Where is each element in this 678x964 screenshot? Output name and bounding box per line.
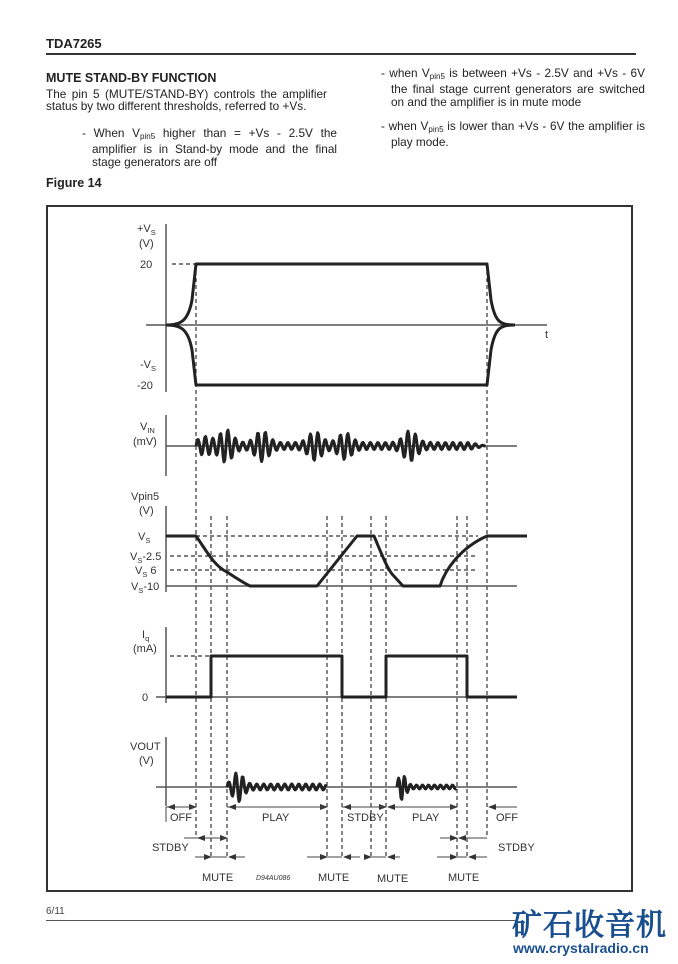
watermark-url: www.crystalradio.cn xyxy=(513,940,649,956)
time-label: t xyxy=(545,329,549,341)
tick-minus-20: -20 xyxy=(137,380,153,392)
vpin5-ylabel: Vpin5 xyxy=(131,491,160,503)
bullet-text: is between +Vs - 2.5V and +Vs - 6V the final stage current generators are switched on and the amplifier is in mute mode xyxy=(391,66,645,109)
vs-negative-trace xyxy=(166,325,515,385)
vin-trace xyxy=(196,430,486,462)
state-mute-4: MUTE xyxy=(448,872,480,884)
vin-unit: (mV) xyxy=(133,436,157,448)
document-id: TDA7265 xyxy=(46,36,102,51)
iq-trace xyxy=(166,656,517,697)
supply-unit: (V) xyxy=(139,238,154,250)
page-number: 6/11 xyxy=(46,906,65,917)
bullet-sub: pin5 xyxy=(429,72,445,81)
bullet-text: higher than = +Vs - 2.5V the amplifier is in Stand-by mode and the final stage generators are off xyxy=(92,126,337,169)
state-stdby-right: STDBY xyxy=(498,842,535,854)
state-stdby-left: STDBY xyxy=(152,842,189,854)
level-vs-10: $V_S-10$ xyxy=(131,581,160,595)
figure-label: Figure 14 xyxy=(46,176,102,190)
watermark-logo: 矿石收音机 xyxy=(512,908,667,943)
state-mute-1: MUTE xyxy=(202,872,234,884)
level-vs-2.5: $V_S-2.5$ xyxy=(130,551,162,565)
footer-rule xyxy=(46,920,516,921)
state-stdby-mid: STDBY xyxy=(347,812,384,824)
vout-trace-play1 xyxy=(227,773,326,801)
bullet-prefix: - when V xyxy=(381,119,429,133)
figure-code: D94AU086 xyxy=(256,875,291,882)
neg-vs-label: $-V_S$ xyxy=(140,359,157,373)
supply-ylabel: $+V_S$ xyxy=(137,223,156,237)
state-play-1: PLAY xyxy=(262,812,290,824)
state-mute-2: MUTE xyxy=(318,872,350,884)
vout-unit: (V) xyxy=(139,755,154,767)
bullet-sub: pin5 xyxy=(428,125,444,134)
bullet-prefix: - when V xyxy=(381,66,430,80)
intro-paragraph: The pin 5 (MUTE/STAND-BY) controls the amplifier status by two different thresholds, referred to +Vs. xyxy=(46,87,327,114)
state-play-2: PLAY xyxy=(412,812,440,824)
iq-ylabel: $I_q$ xyxy=(142,629,150,643)
state-labels xyxy=(152,812,535,885)
bullet-prefix: - When V xyxy=(82,126,141,140)
level-vs: $V_S$ xyxy=(138,531,151,545)
tick-20: 20 xyxy=(140,259,153,271)
vpin5-unit: (V) xyxy=(139,505,154,517)
bullet-text: is lower than +Vs - 6V the amplifier is play mode. xyxy=(391,119,645,150)
axes xyxy=(146,224,547,806)
state-mute-3: MUTE xyxy=(377,873,409,885)
axis-labels xyxy=(130,223,548,767)
vpin5-trace xyxy=(166,536,527,586)
section-title: MUTE STAND-BY FUNCTION xyxy=(46,71,217,85)
vout-trace-play2 xyxy=(397,777,456,800)
waveforms xyxy=(166,264,527,801)
state-off-left: OFF xyxy=(170,812,192,824)
state-off-right: OFF xyxy=(496,812,518,824)
vin-ylabel: $V_{IN}$ xyxy=(140,421,155,435)
iq-unit: (mA) xyxy=(133,643,157,655)
vs-positive-trace xyxy=(166,264,515,325)
iq-zero: 0 xyxy=(142,692,149,704)
level-vs-6: $V_S$ 6 xyxy=(135,565,157,579)
dashed-guides xyxy=(170,264,487,858)
bullet-sub: pin5 xyxy=(140,132,156,141)
vout-ylabel: VOUT xyxy=(130,741,161,753)
